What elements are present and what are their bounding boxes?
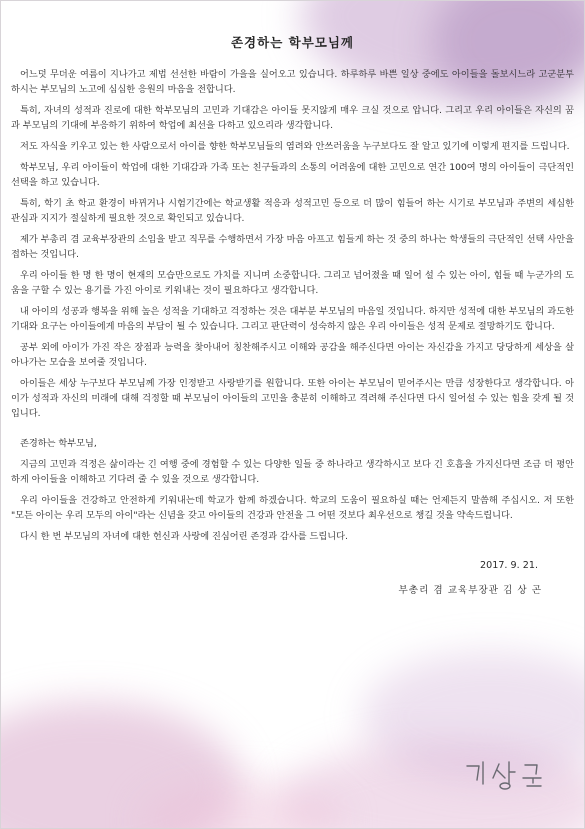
paragraph-5: 특히, 학기 초 학교 환경이 바뀌거나 시험기간에는 학교생활 적응과 성적고민 등으로 더 많이 힘들어 하는 시기로 부모님과 주변의 세심한 관심과 지지가 절실하게 필요한 것으로 확인되고 있습니다. <box>11 198 574 224</box>
letter-title: 존경하는 학부모님께 <box>230 35 355 50</box>
paragraph-2: 특히, 자녀의 성적과 진로에 대한 학부모님의 고민과 기대감은 아이들 못지않게 매우 크실 것으로 압니다. 그리고 우리 아이들은 자신의 꿈과 부모님의 기대에 부응하기 위하여 학업에 최선을 다하고 있으리라 생각합니다. <box>11 105 574 131</box>
closing-paragraph-2: 우리 아이들을 건강하고 안전하게 키워내는데 학교가 함께 하겠습니다. 학교의 도움이 필요하실 때는 언제든지 말씀해 주십시오. 저 또한 "모든 아이는 우리 모두의 아이"라는 신념을 갖고 아이들의 건강과 안전을 그 어떤 것보다 최우선으로 챙길 것을 약속드립니다. <box>11 495 574 521</box>
paragraph-8: 내 아이의 성공과 행복을 위해 높은 성적을 기대하고 걱정하는 것은 대부분 부모님의 마음일 것입니다. 하지만 성적에 대한 부모님의 과도한 기대와 요구는 아이들에게 마음의 부담이 될 수 있습니다. 그리고 판단력이 성숙하지 않은 우리 아이들은 성적 문제로 절망하기도 합니다. <box>11 306 574 332</box>
paragraph-10: 아이들은 세상 누구보다 부모님께 가장 인정받고 사랑받기를 원합니다. 또한 아이는 부모님이 믿어주시는 만큼 성장한다고 생각합니다. 아이가 성적과 자신의 미래에 대해 걱정할 때 부모님이 아이들의 고민을 충분히 이해하고 격려해 주신다면 다시 일어설 수 있는 힘을 갖게 될 것입니다. <box>11 378 574 419</box>
paragraph-6: 제가 부총리 겸 교육부장관의 소임을 받고 직무를 수행하면서 가장 마음 아프고 힘들게 하는 것 중의 하나는 학생들의 극단적인 선택 사안을 접하는 것입니다. <box>11 234 574 260</box>
paragraph-1: 어느덧 무더운 여름이 지나가고 제법 선선한 바람이 가을을 실어오고 있습니다. 하루하루 바쁜 일상 중에도 아이들을 돌보시느라 고군분투 하시는 부모님의 노고에 심심한 응원의 마음을 전합니다. <box>11 69 574 95</box>
paragraph-4: 학부모님, 우리 아이들이 학업에 대한 기대감과 가족 또는 친구들과의 소통의 어려움에 대한 고민으로 연간 100여 명의 아이들이 극단적인 선택을 하고 있습니다. <box>11 162 574 188</box>
closing-paragraph-3: 다시 한 번 부모님의 자녀에 대한 헌신과 사랑에 진심어린 존경과 감사를 드립니다. <box>20 531 348 542</box>
signer-title: 부총리 겸 교육부장관 김 상 곤 <box>398 585 542 596</box>
closing-paragraph-1: 지금의 고민과 걱정은 삶이라는 긴 여행 중에 경험할 수 있는 다양한 일들 중 하나라고 생각하시고 보다 긴 호흡을 가지신다면 조금 더 평안하게 아이들을 이해하고 기다려 줄 수 있을 것으로 생각합니다. <box>11 459 574 485</box>
paragraph-7: 우리 아이들 한 명 한 명이 현재의 모습만으로도 가치를 지니며 소중합니다. 그리고 넘어졌을 때 일어 설 수 있는 아이, 힘들 때 누군가의 도움을 구할 수 있는 용기를 가진 아이로 키워내는 것이 필요하다고 생각합니다. <box>11 270 574 296</box>
greeting: 존경하는 학부모님, <box>20 438 97 449</box>
letter-date: 2017. 9. 21. <box>480 560 538 571</box>
paragraph-9: 공부 외에 아이가 가진 작은 장점과 능력을 찾아내어 칭찬해주시고 이해와 공감을 해주신다면 아이는 자신감을 가지고 당당하게 세상을 살아나가는 모습을 보여줄 것입니다. <box>11 342 574 368</box>
letter-body <box>11 35 574 598</box>
handwritten-signature <box>461 756 561 792</box>
paragraph-3: 저도 자식을 키우고 있는 한 사람으로서 아이를 향한 학부모님들의 염려와 안쓰러움을 누구보다도 잘 알고 있기에 이렇게 편지를 드립니다. <box>20 141 570 152</box>
